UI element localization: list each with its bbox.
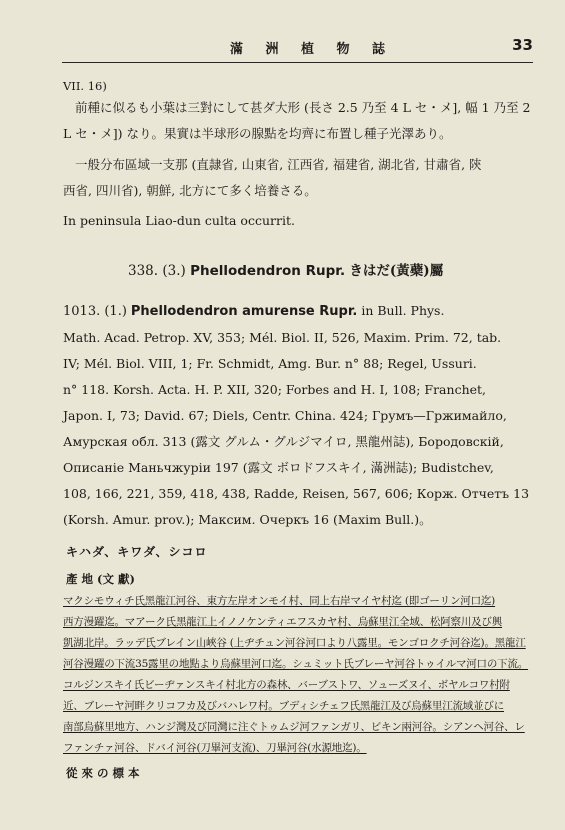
locality-line: コルジンスキイ氏ビーヂァンスキイ村北方の森林、バーブストワ、ソューズヌイ、ボヤルコワ村附	[63, 679, 510, 691]
text-line: L セ・メ]) なり。果實は半球形の腺點を均齊に布置し種子光澤あり。	[63, 126, 452, 141]
genus-number: 338. (3.)	[128, 263, 186, 279]
text-line: 一般分布區域一支那 (直隷省, 山東省, 江西省, 福建省, 湖北省, 甘肅省, 陝	[75, 157, 482, 172]
vernacular-names: キハダ、キワダ、シコロ	[66, 545, 208, 559]
text-line: 前種に似るも小葉は三對にして甚ダ大形 (長さ 2.5 乃至 4 L セ・メ], 幅 1 乃至 2	[75, 100, 531, 115]
specimens-heading: 從 來 の 標 本	[66, 766, 140, 780]
citation-line: Описанiе Маньчжурiи 197 (露文 ボロドフスキイ, 滿洲誌); Budistchev,	[63, 460, 494, 475]
species-name: Phellodendron amurense Rupr.	[130, 304, 358, 319]
locality-line: 凱湖北岸。ラッデ氏ブレイン山峽谷 (上ヂチュン河谷河口より八露里。モンゴロクチ河谷迄)。黑龍江	[63, 637, 526, 649]
citation-line: n° 118. Korsh. Acta. H. P. XII, 320; Forbes and H. I, 108; Franchet,	[63, 382, 487, 397]
citation-line: Амурская обл. 313 (露文 グルム・グルジマイロ, 黑龍州誌), Бородовскiй,	[63, 434, 504, 449]
genus-japanese-name: きはだ(黃蘗)屬	[349, 263, 444, 279]
page-header	[62, 38, 533, 63]
species-heading	[63, 303, 444, 320]
citation-line: IV; Mél. Biol. VIII, 1; Fr. Schmidt, Amg. Bur. n° 88; Regel, Ussuri.	[63, 356, 477, 371]
text-line: In peninsula Liao-dun culta occurrit.	[63, 213, 295, 228]
text-line: 西省, 四川省), 朝鮮, 北方にて多く培養さる。	[63, 183, 317, 198]
locality-heading: 產 地 (文 獻)	[66, 572, 135, 586]
citation-line: Japon. I, 73; David. 67; Diels, Centr. China. 424; Грумъ—Гржимайло,	[63, 408, 507, 423]
citation-line: Math. Acad. Petrop. XV, 353; Mél. Biol. II, 526, Maxim. Prim. 72, tab.	[63, 330, 502, 345]
locality-line: 河谷漫躍の下流35露里の地點より烏蘇里河口迄。シュミット氏ブレーヤ河谷トゥイルマ河口の下流。	[63, 658, 529, 670]
locality-line: マクシモウィチ氏黑龍江河谷、東方左岸オンモイ村、同上右岸マイヤ村迄 (即ゴーリン河口迄)	[63, 595, 496, 607]
locality-line: ファンチァ河谷、ドバイ河谷(刀畢河支流)、刀畢河谷(水源地迄)。	[63, 742, 367, 754]
genus-name: Phellodendron Rupr.	[190, 263, 346, 279]
locality-line: 南部烏蘇里地方、ハンジ灣及び同灣に注ぐトゥムジ河ファンガリ、ビキン兩河谷。シアンヘ河谷、レ	[63, 721, 525, 733]
page-number: 33	[512, 36, 533, 54]
citation-line: 108, 166, 221, 359, 418, 438, Radde, Reisen, 567, 606; Корж. Отчетъ 13	[63, 486, 530, 501]
locality-line: 西方漫躍迄。マアーク氏黑龍江上イノノケンティエフスカヤ村、烏蘇里江全域、松阿察川及び興	[63, 616, 503, 628]
running-title: 滿 洲 植 物 誌	[229, 42, 395, 57]
citation-line: in Bull. Phys.	[361, 303, 445, 318]
genus-heading	[128, 263, 443, 279]
citation-line: (Korsh. Amur. prov.); Максим. Очеркъ 16 (Maxim Bull.)。	[63, 512, 432, 527]
text-line: VII. 16)	[63, 79, 107, 93]
locality-line: 近、ブレーヤ河畔クリコフカ及びバハレワ村。ブディシチェフ氏黑龍江及び烏蘇里江流域並びに	[63, 700, 505, 712]
species-number: 1013. (1.)	[63, 304, 127, 319]
